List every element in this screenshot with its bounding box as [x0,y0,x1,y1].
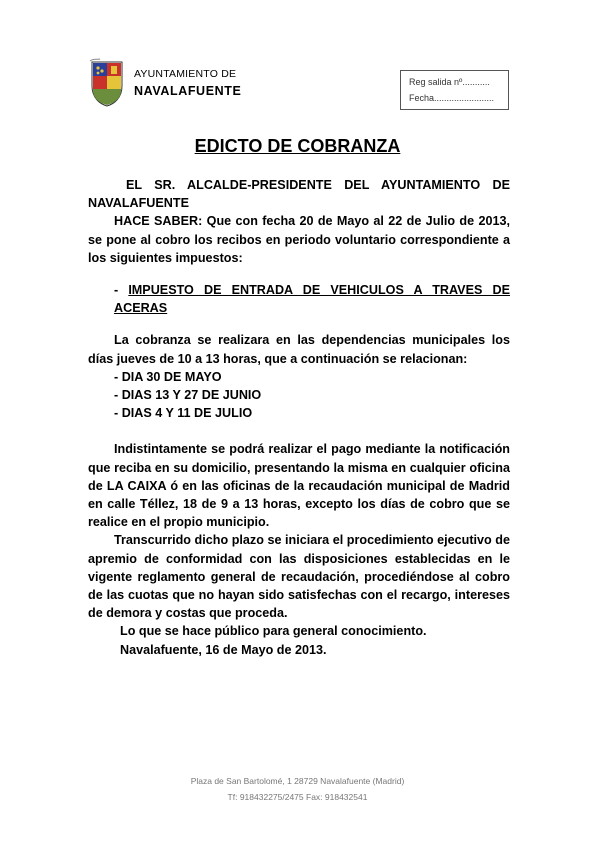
date-signature-line: Navalafuente, 16 de Mayo de 2013. [120,642,327,657]
org-name-line2: NAVALAFUENTE [134,84,242,98]
transcurrido-paragraph: Transcurrido dicho plazo se iniciara el procedimiento ejecutivo de apremio de conformidad con las disposiciones establecidas en le vigente reglamento general de recaudación, procediéndose al cobro de las cuotas que no hayan sido satisfechas con el recargo, intereses de demora y costas que proceda. [88,533,510,621]
publico-line: Lo que se hace público para general conocimiento. [120,624,427,639]
registry-stamp-box [400,70,509,110]
impuesto-text: IMPUESTO DE ENTRADA DE VEHICULOS A TRAVES DE ACERAS [114,283,510,316]
coat-of-arms-icon [88,58,126,108]
org-name-line1: AYUNTAMIENTO DE [134,68,237,80]
dia-item: - DIA 30 DE MAYO [114,369,222,384]
hace-saber-text: Que con fecha 20 de Mayo al 22 de Julio de 2013, se pone al cobro los recibos en periodo voluntario correspondiente a los siguientes impuestos: [88,214,510,265]
reg-salida-field: Reg salida nº........... [409,77,490,87]
footer-address: Plaza de San Bartolomé, 1 28729 Navalafuente (Madrid) [190,776,405,786]
indistintamente-paragraph: Indistintamente se podrá realizar el pago mediante la notificación que reciba en su domicilio, presentando la misma en cualquier oficina de LA CAIXA ó en las oficinas de la recaudación municipal de Madrid en calle Téllez, 18 de 9 a 13 horas, excepto los días de cobro que se realice en el propio municipio. [88,442,510,530]
impuesto-item [88,281,510,317]
alcalde-paragraph: EL SR. ALCALDE-PRESIDENTE DEL AYUNTAMIENTO DE NAVALAFUENTE [88,178,510,211]
dia-item: - DIAS 13 Y 27 DE JUNIO [114,388,262,403]
cobranza-paragraph: La cobranza se realizara en las dependencias municipales los días jueves de 10 a 13 horas, que a continuación se relacionan: [88,333,510,366]
edict-body [88,176,510,659]
hace-saber-label: HACE SABER: [114,214,203,229]
page-title: EDICTO DE COBRANZA [194,136,401,156]
fecha-field: Fecha........................ [409,93,495,103]
bullet-dash: - [114,283,129,298]
dia-item: - DIAS 4 Y 11 DE JULIO [114,406,253,421]
footer-phone: Tf: 918432275/2475 Fax: 918432541 [227,792,368,802]
letterhead [88,58,518,112]
hace-saber-paragraph [88,212,510,267]
